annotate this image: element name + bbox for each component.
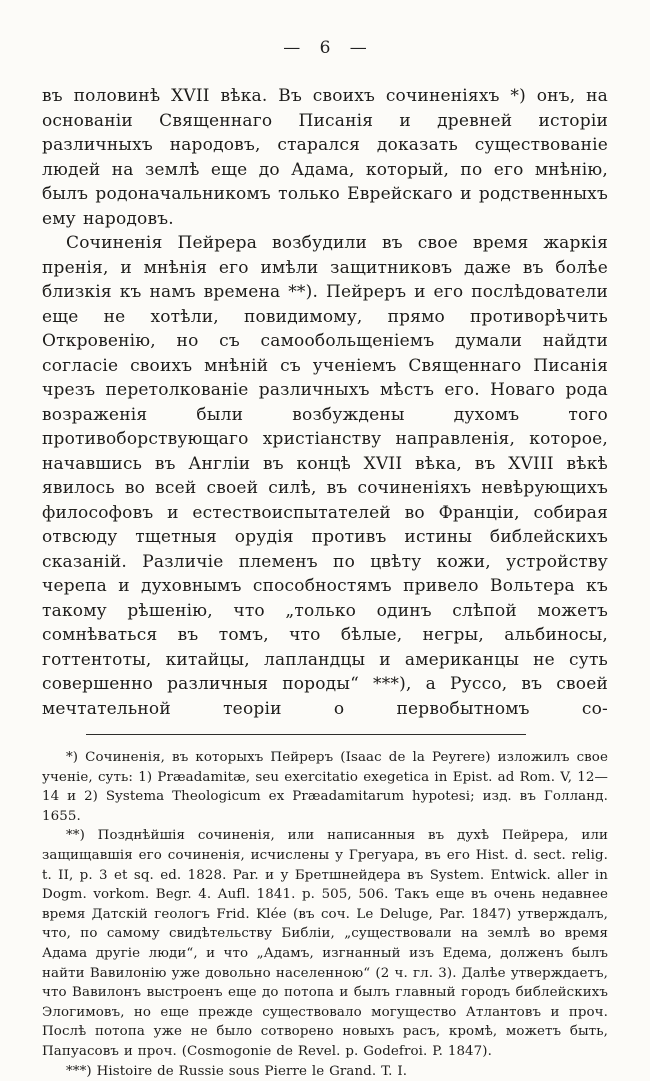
- footnote-2: **) Позднѣйшія сочиненія, или написанныя въ духѣ Пейрера, или защищавшія его сочиненія, исчислены у Грегуара, въ его Hist. d. sect. relig. t. II, p. 3 et sq. ed. 1828. Par. и у Бретшнейдера въ System. Entwick. aller in Dogm. vorkom. Begr. 4. Aufl. 1841. p. 505, 506. Такъ еще въ очень недавнее время Датскій геологъ Frid. Klée (въ соч. Le Deluge, Par. 1847) утверждалъ, что, по самому свидѣтельству Библіи, „существовали на землѣ во время Адама другіе люди“, и что „Адамъ, изгнанный изъ Едема, долженъ былъ найти Вавилонію уже довольно населенною“ (2 ч. гл. 3). Далѣе утверждаетъ, что Вавилонъ выстроенъ еще до потопа и былъ главный городъ библейскихъ Элогимовъ, но еще прежде существовало могущество Атлантовъ и проч. Послѣ потопа уже не было сотворено новыхъ расъ, кромѣ, можетъ быть, Папуасовъ и проч. (Cosmogonie de Revel. p. Godefroi. P. 1847).: [42, 826, 608, 1061]
- footnote-1: *) Сочиненія, въ которыхъ Пейреръ (Isaac de la Peyrere) изложилъ свое ученіе, суть: 1) Præadamitæ, seu exercitatio exegetica in Epist. ad Rom. V, 12—14 и 2) Systema Theologicum ex Præadamitarum hypotesi; изд. въ Голланд. 1655.: [42, 748, 608, 826]
- footnote-3: ***) Histoire de Russie sous Pierre le Grand. T. I.: [42, 1062, 608, 1081]
- paragraph: Сочиненія Пейрера возбудили въ свое время жаркія пренія, и мнѣнія его имѣли защитниковъ даже въ болѣе близкія къ намъ времена **). Пейреръ и его послѣдователи еще не хотѣли, повидимому, прямо противорѣчить Откровенію, но съ самообольщеніемъ думали найдти согласіе своихъ мнѣній съ ученіемъ Священнаго Писанія чрезъ перетолкованіе различныхъ мѣстъ его. Новаго рода возраженія были возбуждены духомъ того противоборствующаго христіанству направленія, которое, начавшись въ Англіи въ концѣ XVII вѣка, въ XVIII вѣкѣ явилось во всей своей силѣ, въ сочиненіяхъ невѣрующихъ философовъ и естествоиспытателей во Франціи, собирая отвсюду тщетныя орудія противъ истины библейскихъ сказаній. Различіе племенъ по цвѣту кожи, устройству черепа и духовнымъ способностямъ привело Вольтера къ такому рѣшенію, что „только одинъ слѣпой можетъ сомнѣваться въ томъ, что бѣлые, негры, альбиносы, готтентоты, китайцы, лапландцы и американцы не суть совершенно различныя породы“ ***), а Руссо, въ своей мечтательной теоріи о первобытномъ со-: [42, 231, 608, 721]
- page-number: — 6 —: [42, 38, 608, 58]
- paragraph-continuation: въ половинѣ XVII вѣка. Въ своихъ сочиненіяхъ *) онъ, на основаніи Священнаго Писанія и древней исторіи различныхъ народовъ, старался доказать существованіе людей на землѣ еще до Адама, который, по его мнѣнію, былъ родоначальникомъ только Еврейскаго и родственныхъ ему народовъ.: [42, 84, 608, 231]
- footnotes-section: [42, 748, 608, 1081]
- footnote-separator: [86, 734, 526, 735]
- body-text: [42, 84, 608, 721]
